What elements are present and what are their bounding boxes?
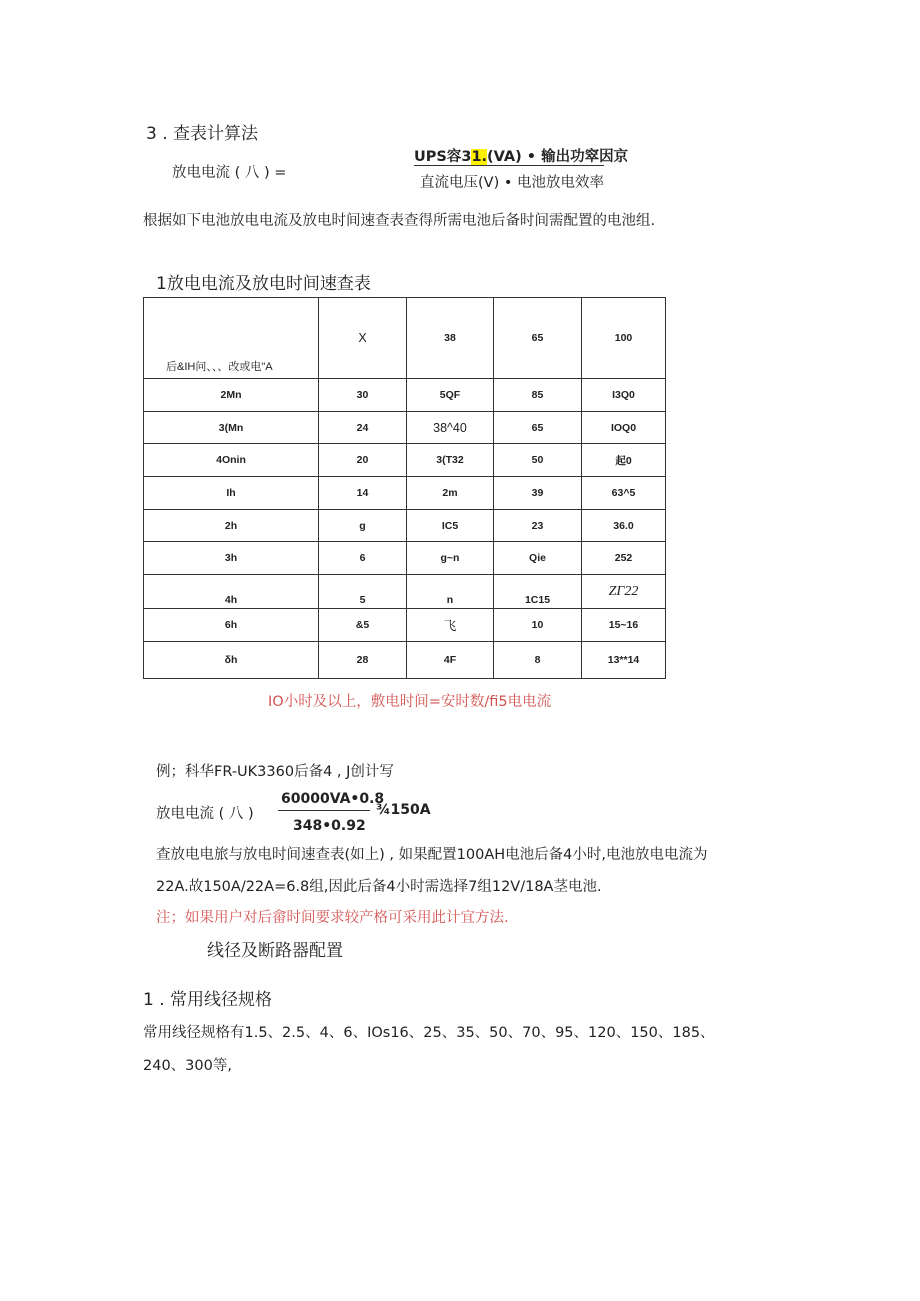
table-cell: g: [319, 510, 407, 542]
table-cell: 28: [319, 642, 407, 679]
table-cell: 8: [494, 642, 582, 679]
example-paragraph-line: 查放电电旅与放电时间速查表(如上) , 如果配置100AH电池后备4小时,电池放电电流为: [156, 847, 708, 863]
table-row: [144, 642, 666, 679]
table-cell: δh: [144, 642, 319, 679]
table-cell: Qie: [494, 542, 582, 575]
example-fraction-bar: [278, 810, 370, 811]
table-cell: I3Q0: [582, 379, 666, 412]
table-cell: 飞: [407, 609, 494, 642]
table-cell: 2h: [144, 510, 319, 542]
table-cell: 5: [319, 575, 407, 609]
table-row: [144, 444, 666, 477]
example-formula-numerator: 60000VA•0.8: [281, 791, 385, 807]
table-cell: 2m: [407, 477, 494, 510]
table-cell: 1C15: [494, 575, 582, 609]
table-cell: 63^5: [582, 477, 666, 510]
table-cell: 4F: [407, 642, 494, 679]
table-cell: 65: [494, 412, 582, 444]
table-cell: 20: [319, 444, 407, 477]
table-cell: 4h: [144, 575, 319, 609]
example-formula-result: ¾150A: [376, 802, 431, 818]
table-row: [144, 609, 666, 642]
table-cell: 2Mn: [144, 379, 319, 412]
table-cell: 39: [494, 477, 582, 510]
table-cell: 252: [582, 542, 666, 575]
table-corner-cell: 后&IH问、、、改或电"A: [144, 298, 319, 379]
wire-specs-line: 240、300等,: [143, 1058, 232, 1074]
table-cell: 4Onin: [144, 444, 319, 477]
example-paragraph-line: 22A.故150A/22A=6.8组,因此后备4小时需选择7组12V/18A茎电池.: [156, 879, 602, 895]
table-row: [144, 575, 666, 609]
table-cell: &5: [319, 609, 407, 642]
intro-paragraph: 根据如下电池放电电流及放电时间速查表查得所需电池后备时间需配置的电池组.: [143, 213, 656, 229]
table-cell: 3h: [144, 542, 319, 575]
section-heading-lookup-method: 3 . 查表计算法: [146, 124, 259, 144]
table-cell: 6h: [144, 609, 319, 642]
table-row: [144, 542, 666, 575]
table-cell: 23: [494, 510, 582, 542]
table-row: [144, 379, 666, 412]
formula-denominator: 直流电压(V) • 电池放电效率: [420, 175, 605, 191]
table-cell: 15~16: [582, 609, 666, 642]
table-cell: 50: [494, 444, 582, 477]
table-cell: 36.0: [582, 510, 666, 542]
formula-num-post: (VA) • 输出功窣因京: [487, 149, 629, 165]
formula-num-pre: UPS容3: [414, 149, 472, 165]
table-cell: g~n: [407, 542, 494, 575]
table-cell: IOQ0: [582, 412, 666, 444]
example-line: 例；科华FR-UK3360后备4 , J创计写: [156, 764, 394, 780]
formula-fraction-bar: [414, 165, 604, 166]
table-cell: ZΓ22: [582, 575, 666, 609]
table-cell: 14: [319, 477, 407, 510]
example-formula-lhs: 放电电流 ( 八 ): [156, 806, 254, 822]
table-row: [144, 510, 666, 542]
discharge-lookup-table: [143, 297, 666, 679]
header-cell: X: [319, 298, 407, 379]
table-title: 1放电电流及放电时间速查表: [156, 274, 371, 294]
table-cell: 3(T32: [407, 444, 494, 477]
table-cell: 38^40: [407, 412, 494, 444]
table-header-row: [144, 298, 666, 379]
section-heading-wiring: 线径及断路器配置: [207, 941, 343, 961]
table-cell: 10: [494, 609, 582, 642]
formula-numerator: [414, 145, 628, 166]
table-cell: 13**14: [582, 642, 666, 679]
example-note: 注；如果用户对后畲时间要求较产格可采用此计宜方法.: [156, 910, 509, 926]
example-formula-denominator: 348•0.92: [293, 818, 366, 834]
table-row: [144, 477, 666, 510]
table-cell: 6: [319, 542, 407, 575]
table-cell: 85: [494, 379, 582, 412]
sub-heading-wire-specs: 1 . 常用线径规格: [143, 990, 273, 1010]
table-cell: n: [407, 575, 494, 609]
table-cell: 3(Mn: [144, 412, 319, 444]
header-cell: 65: [494, 298, 582, 379]
header-cell: 100: [582, 298, 666, 379]
table-note: IO小时及以上，敷电时间=安时数/fi5电电流: [268, 694, 552, 710]
table-row: [144, 412, 666, 444]
header-cell: 38: [407, 298, 494, 379]
table-cell: 30: [319, 379, 407, 412]
table-cell: IC5: [407, 510, 494, 542]
table-cell: 起0: [582, 444, 666, 477]
table-cell: 5QF: [407, 379, 494, 412]
formula-lhs: 放电电流 ( 八 ) =: [172, 165, 287, 181]
wire-specs-line: 常用线径规格有1.5、2.5、4、6、IOs16、25、35、50、70、95、120、150、185、: [143, 1025, 715, 1041]
table-cell: Ih: [144, 477, 319, 510]
table-cell: 24: [319, 412, 407, 444]
formula-num-highlight: 1.: [471, 149, 488, 165]
